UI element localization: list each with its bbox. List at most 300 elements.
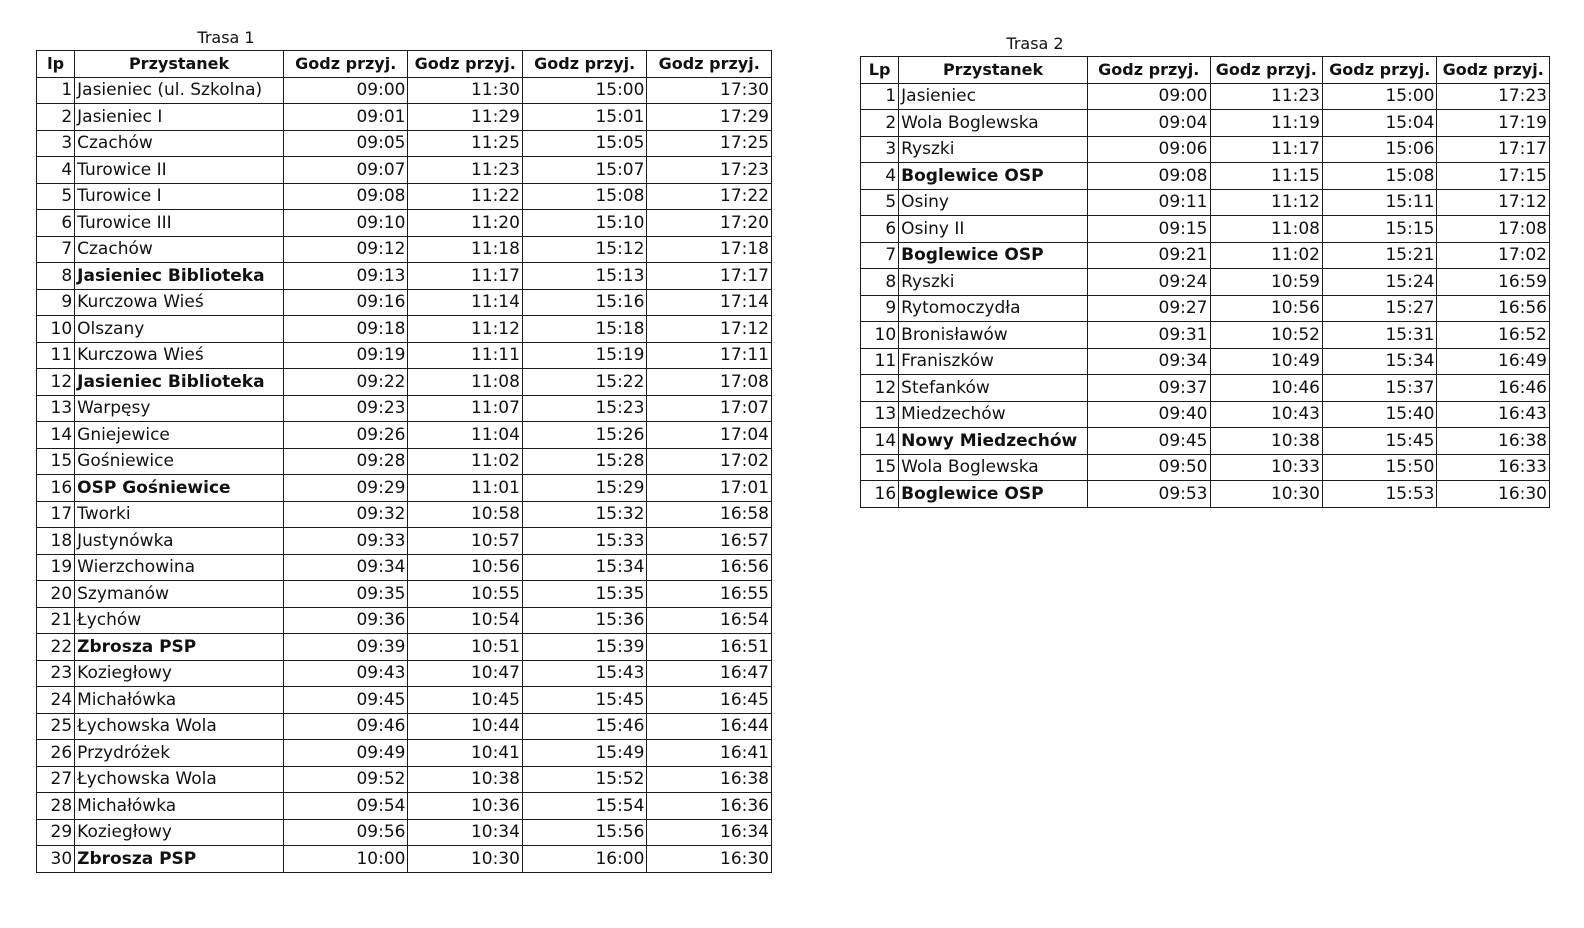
arrival-time: 11:20 — [408, 210, 522, 237]
stop-number: 25 — [37, 713, 75, 740]
arrival-time: 10:58 — [408, 501, 522, 528]
arrival-time: 16:51 — [647, 634, 772, 661]
arrival-time: 16:56 — [647, 554, 772, 581]
table-row — [37, 422, 772, 449]
stop-name: Rytomoczydła — [899, 295, 1088, 322]
arrival-time: 16:33 — [1437, 454, 1550, 481]
arrival-time: 10:30 — [408, 846, 522, 873]
arrival-time: 16:43 — [1437, 401, 1550, 428]
arrival-time: 15:50 — [1322, 454, 1436, 481]
stop-name: Przydróżek — [75, 740, 284, 767]
arrival-time: 09:00 — [283, 77, 408, 104]
arrival-time: 17:22 — [647, 183, 772, 210]
stop-name: Kurczowa Wieś — [75, 289, 284, 316]
arrival-time: 15:43 — [522, 660, 647, 687]
arrival-time: 09:54 — [283, 793, 408, 820]
col-header-stop: Przystanek — [899, 57, 1088, 84]
arrival-time: 17:12 — [1437, 189, 1550, 216]
arrival-time: 16:47 — [647, 660, 772, 687]
table-row — [37, 289, 772, 316]
arrival-time: 15:27 — [1322, 295, 1436, 322]
stop-number: 13 — [37, 395, 75, 422]
arrival-time: 15:12 — [522, 236, 647, 263]
arrival-time: 16:49 — [1437, 348, 1550, 375]
arrival-time: 15:35 — [522, 581, 647, 608]
stop-number: 3 — [37, 130, 75, 157]
arrival-time: 16:30 — [647, 846, 772, 873]
table-row — [861, 189, 1550, 216]
stop-number: 11 — [37, 342, 75, 369]
arrival-time: 11:23 — [1210, 83, 1322, 110]
stop-name: Warpęsy — [75, 395, 284, 422]
arrival-time: 10:59 — [1210, 269, 1322, 296]
arrival-time: 09:24 — [1087, 269, 1210, 296]
arrival-time: 11:17 — [1210, 136, 1322, 163]
arrival-time: 09:35 — [283, 581, 408, 608]
arrival-time: 15:04 — [1322, 110, 1436, 137]
col-header-time-2: Godz przyj. — [408, 51, 522, 78]
stop-number: 29 — [37, 819, 75, 846]
stop-name: Olszany — [75, 316, 284, 343]
route-rows — [37, 77, 772, 872]
arrival-time: 09:53 — [1087, 481, 1210, 508]
arrival-time: 11:02 — [408, 448, 522, 475]
arrival-time: 09:06 — [1087, 136, 1210, 163]
table-row — [37, 687, 772, 714]
arrival-time: 11:12 — [1210, 189, 1322, 216]
stop-name: Łychów — [75, 607, 284, 634]
col-header-time-4: Godz przyj. — [647, 51, 772, 78]
table-row — [37, 77, 772, 104]
arrival-time: 10:38 — [1210, 428, 1322, 455]
stop-number: 8 — [37, 263, 75, 290]
stop-name: Ryszki — [899, 136, 1088, 163]
stop-name: Michałówka — [75, 687, 284, 714]
arrival-time: 11:30 — [408, 77, 522, 104]
stop-name: Stefanków — [899, 375, 1088, 402]
stop-number: 8 — [861, 269, 899, 296]
arrival-time: 09:00 — [1087, 83, 1210, 110]
arrival-time: 09:49 — [283, 740, 408, 767]
stop-name: Jasieniec Biblioteka — [75, 369, 284, 396]
route-rows — [861, 83, 1550, 507]
arrival-time: 16:44 — [647, 713, 772, 740]
table-row — [861, 216, 1550, 243]
route-title: Trasa 1 — [197, 28, 255, 47]
arrival-time: 09:01 — [283, 104, 408, 131]
table-row — [37, 846, 772, 873]
arrival-time: 15:36 — [522, 607, 647, 634]
arrival-time: 17:17 — [647, 263, 772, 290]
arrival-time: 11:29 — [408, 104, 522, 131]
stop-number: 4 — [37, 157, 75, 184]
table-row — [37, 130, 772, 157]
arrival-time: 15:01 — [522, 104, 647, 131]
table-row — [861, 110, 1550, 137]
arrival-time: 15:21 — [1322, 242, 1436, 269]
arrival-time: 09:19 — [283, 342, 408, 369]
arrival-time: 17:23 — [1437, 83, 1550, 110]
table-row — [37, 342, 772, 369]
arrival-time: 15:19 — [522, 342, 647, 369]
stop-name: Wola Boglewska — [899, 110, 1088, 137]
stop-name: Turowice II — [75, 157, 284, 184]
arrival-time: 15:13 — [522, 263, 647, 290]
table-row — [37, 607, 772, 634]
arrival-time: 10:45 — [408, 687, 522, 714]
arrival-time: 17:17 — [1437, 136, 1550, 163]
arrival-time: 10:33 — [1210, 454, 1322, 481]
header-row — [37, 51, 772, 78]
table-row — [37, 819, 772, 846]
arrival-time: 15:22 — [522, 369, 647, 396]
arrival-time: 15:07 — [522, 157, 647, 184]
stop-number: 22 — [37, 634, 75, 661]
arrival-time: 15:54 — [522, 793, 647, 820]
arrival-time: 11:17 — [408, 263, 522, 290]
stop-name: Zbrosza PSP — [75, 846, 284, 873]
arrival-time: 09:40 — [1087, 401, 1210, 428]
arrival-time: 11:19 — [1210, 110, 1322, 137]
table-row — [861, 322, 1550, 349]
arrival-time: 15:26 — [522, 422, 647, 449]
table-row — [861, 348, 1550, 375]
stop-name: Koziegłowy — [75, 819, 284, 846]
col-header-stop: Przystanek — [75, 51, 284, 78]
stop-name: Wierzchowina — [75, 554, 284, 581]
table-row — [861, 375, 1550, 402]
arrival-time: 17:30 — [647, 77, 772, 104]
arrival-time: 15:40 — [1322, 401, 1436, 428]
arrival-time: 15:23 — [522, 395, 647, 422]
stop-number: 14 — [861, 428, 899, 455]
route-table — [36, 50, 772, 873]
table-row — [37, 448, 772, 475]
arrival-time: 09:36 — [283, 607, 408, 634]
stop-number: 18 — [37, 528, 75, 555]
stop-name: Osiny — [899, 189, 1088, 216]
arrival-time: 09:22 — [283, 369, 408, 396]
stop-name: Koziegłowy — [75, 660, 284, 687]
stop-number: 2 — [37, 104, 75, 131]
arrival-time: 16:00 — [522, 846, 647, 873]
arrival-time: 10:47 — [408, 660, 522, 687]
stop-number: 9 — [37, 289, 75, 316]
arrival-time: 16:30 — [1437, 481, 1550, 508]
arrival-time: 09:23 — [283, 395, 408, 422]
arrival-time: 15:00 — [522, 77, 647, 104]
arrival-time: 17:11 — [647, 342, 772, 369]
arrival-time: 09:10 — [283, 210, 408, 237]
arrival-time: 11:04 — [408, 422, 522, 449]
stop-number: 7 — [861, 242, 899, 269]
arrival-time: 10:55 — [408, 581, 522, 608]
stop-number: 26 — [37, 740, 75, 767]
stop-number: 21 — [37, 607, 75, 634]
stop-number: 5 — [37, 183, 75, 210]
arrival-time: 11:07 — [408, 395, 522, 422]
table-row — [37, 793, 772, 820]
arrival-time: 16:56 — [1437, 295, 1550, 322]
stop-number: 2 — [861, 110, 899, 137]
arrival-time: 17:12 — [647, 316, 772, 343]
stop-name: Justynówka — [75, 528, 284, 555]
arrival-time: 11:12 — [408, 316, 522, 343]
stop-name: Szymanów — [75, 581, 284, 608]
arrival-time: 16:55 — [647, 581, 772, 608]
table-row — [861, 269, 1550, 296]
arrival-time: 15:15 — [1322, 216, 1436, 243]
arrival-time: 17:08 — [647, 369, 772, 396]
table-row — [37, 263, 772, 290]
table-row — [861, 136, 1550, 163]
arrival-time: 15:29 — [522, 475, 647, 502]
table-row — [861, 454, 1550, 481]
arrival-time: 09:52 — [283, 766, 408, 793]
stop-number: 24 — [37, 687, 75, 714]
route-table — [860, 56, 1550, 508]
arrival-time: 15:49 — [522, 740, 647, 767]
stop-number: 11 — [861, 348, 899, 375]
table-row — [37, 713, 772, 740]
stop-number: 3 — [861, 136, 899, 163]
arrival-time: 15:52 — [522, 766, 647, 793]
col-header-lp: Lp — [861, 57, 899, 84]
arrival-time: 11:15 — [1210, 163, 1322, 190]
table-row — [861, 163, 1550, 190]
arrival-time: 09:45 — [1087, 428, 1210, 455]
arrival-time: 17:20 — [647, 210, 772, 237]
stop-number: 28 — [37, 793, 75, 820]
arrival-time: 15:45 — [522, 687, 647, 714]
arrival-time: 17:23 — [647, 157, 772, 184]
stop-name: Ryszki — [899, 269, 1088, 296]
arrival-time: 09:05 — [283, 130, 408, 157]
stop-number: 10 — [861, 322, 899, 349]
arrival-time: 16:38 — [1437, 428, 1550, 455]
arrival-time: 09:11 — [1087, 189, 1210, 216]
arrival-time: 09:27 — [1087, 295, 1210, 322]
stop-number: 10 — [37, 316, 75, 343]
arrival-time: 09:37 — [1087, 375, 1210, 402]
arrival-time: 15:18 — [522, 316, 647, 343]
arrival-time: 09:16 — [283, 289, 408, 316]
route-title: Trasa 2 — [1006, 34, 1064, 53]
stop-number: 15 — [37, 448, 75, 475]
stop-number: 19 — [37, 554, 75, 581]
arrival-time: 17:25 — [647, 130, 772, 157]
arrival-time: 10:56 — [1210, 295, 1322, 322]
stop-name: Gniejewice — [75, 422, 284, 449]
arrival-time: 16:38 — [647, 766, 772, 793]
stop-number: 9 — [861, 295, 899, 322]
table-row — [37, 104, 772, 131]
arrival-time: 15:37 — [1322, 375, 1436, 402]
stop-name: Jasieniec Biblioteka — [75, 263, 284, 290]
arrival-time: 15:08 — [522, 183, 647, 210]
table-row — [37, 236, 772, 263]
stop-number: 30 — [37, 846, 75, 873]
stop-name: Jasieniec I — [75, 104, 284, 131]
arrival-time: 09:08 — [283, 183, 408, 210]
arrival-time: 09:29 — [283, 475, 408, 502]
arrival-time: 15:34 — [1322, 348, 1436, 375]
table-row — [861, 242, 1550, 269]
header-row — [861, 57, 1550, 84]
arrival-time: 11:11 — [408, 342, 522, 369]
table-row — [37, 528, 772, 555]
table-row — [37, 501, 772, 528]
arrival-time: 17:29 — [647, 104, 772, 131]
arrival-time: 16:58 — [647, 501, 772, 528]
stop-number: 6 — [37, 210, 75, 237]
arrival-time: 09:39 — [283, 634, 408, 661]
stop-name: Łychowska Wola — [75, 766, 284, 793]
stop-name: Turowice I — [75, 183, 284, 210]
arrival-time: 17:01 — [647, 475, 772, 502]
col-header-time-1: Godz przyj. — [283, 51, 408, 78]
arrival-time: 10:44 — [408, 713, 522, 740]
arrival-time: 10:38 — [408, 766, 522, 793]
col-header-time-3: Godz przyj. — [522, 51, 647, 78]
stop-name: Boglewice OSP — [899, 242, 1088, 269]
table-row — [37, 157, 772, 184]
arrival-time: 17:02 — [1437, 242, 1550, 269]
table-row — [37, 581, 772, 608]
arrival-time: 15:06 — [1322, 136, 1436, 163]
arrival-time: 10:43 — [1210, 401, 1322, 428]
table-row — [37, 554, 772, 581]
arrival-time: 11:02 — [1210, 242, 1322, 269]
arrival-time: 15:00 — [1322, 83, 1436, 110]
stop-number: 23 — [37, 660, 75, 687]
arrival-time: 17:14 — [647, 289, 772, 316]
arrival-time: 17:19 — [1437, 110, 1550, 137]
stop-number: 14 — [37, 422, 75, 449]
arrival-time: 10:52 — [1210, 322, 1322, 349]
arrival-time: 09:07 — [283, 157, 408, 184]
arrival-time: 17:18 — [647, 236, 772, 263]
arrival-time: 09:34 — [1087, 348, 1210, 375]
arrival-time: 16:41 — [647, 740, 772, 767]
stop-name: Miedzechów — [899, 401, 1088, 428]
arrival-time: 15:32 — [522, 501, 647, 528]
arrival-time: 09:12 — [283, 236, 408, 263]
table-row — [37, 210, 772, 237]
stop-number: 17 — [37, 501, 75, 528]
arrival-time: 10:57 — [408, 528, 522, 555]
arrival-time: 15:16 — [522, 289, 647, 316]
stop-name: Nowy Miedzechów — [899, 428, 1088, 455]
arrival-time: 11:08 — [408, 369, 522, 396]
table-row — [37, 395, 772, 422]
stop-number: 7 — [37, 236, 75, 263]
arrival-time: 15:34 — [522, 554, 647, 581]
stop-number: 12 — [37, 369, 75, 396]
arrival-time: 09:33 — [283, 528, 408, 555]
stop-name: Turowice III — [75, 210, 284, 237]
stop-name: Kurczowa Wieś — [75, 342, 284, 369]
stop-name: Boglewice OSP — [899, 163, 1088, 190]
route-2-timetable — [860, 32, 1550, 508]
arrival-time: 16:57 — [647, 528, 772, 555]
arrival-time: 16:59 — [1437, 269, 1550, 296]
arrival-time: 09:15 — [1087, 216, 1210, 243]
arrival-time: 09:13 — [283, 263, 408, 290]
arrival-time: 16:45 — [647, 687, 772, 714]
arrival-time: 17:08 — [1437, 216, 1550, 243]
arrival-time: 10:00 — [283, 846, 408, 873]
table-row — [37, 740, 772, 767]
stop-name: Boglewice OSP — [899, 481, 1088, 508]
arrival-time: 09:34 — [283, 554, 408, 581]
stop-name: Wola Boglewska — [899, 454, 1088, 481]
table-row — [861, 401, 1550, 428]
table-row — [37, 660, 772, 687]
arrival-time: 10:34 — [408, 819, 522, 846]
arrival-time: 10:46 — [1210, 375, 1322, 402]
arrival-time: 15:11 — [1322, 189, 1436, 216]
arrival-time: 15:56 — [522, 819, 647, 846]
col-header-time-1: Godz przyj. — [1087, 57, 1210, 84]
table-row — [37, 183, 772, 210]
arrival-time: 09:08 — [1087, 163, 1210, 190]
arrival-time: 16:54 — [647, 607, 772, 634]
arrival-time: 10:49 — [1210, 348, 1322, 375]
arrival-time: 15:28 — [522, 448, 647, 475]
col-header-time-4: Godz przyj. — [1437, 57, 1550, 84]
col-header-lp: lp — [37, 51, 75, 78]
table-row — [37, 634, 772, 661]
table-row — [861, 428, 1550, 455]
table-row — [861, 83, 1550, 110]
arrival-time: 15:05 — [522, 130, 647, 157]
stop-number: 27 — [37, 766, 75, 793]
arrival-time: 09:50 — [1087, 454, 1210, 481]
arrival-time: 15:45 — [1322, 428, 1436, 455]
arrival-time: 10:54 — [408, 607, 522, 634]
stop-number: 5 — [861, 189, 899, 216]
arrival-time: 10:51 — [408, 634, 522, 661]
arrival-time: 11:23 — [408, 157, 522, 184]
arrival-time: 09:21 — [1087, 242, 1210, 269]
stop-name: Czachów — [75, 130, 284, 157]
arrival-time: 11:08 — [1210, 216, 1322, 243]
arrival-time: 10:30 — [1210, 481, 1322, 508]
arrival-time: 17:07 — [647, 395, 772, 422]
arrival-time: 15:46 — [522, 713, 647, 740]
arrival-time: 09:31 — [1087, 322, 1210, 349]
table-row — [861, 481, 1550, 508]
arrival-time: 11:18 — [408, 236, 522, 263]
arrival-time: 11:22 — [408, 183, 522, 210]
table-row — [37, 766, 772, 793]
arrival-time: 10:36 — [408, 793, 522, 820]
arrival-time: 09:56 — [283, 819, 408, 846]
arrival-time: 17:04 — [647, 422, 772, 449]
table-row — [37, 475, 772, 502]
arrival-time: 15:33 — [522, 528, 647, 555]
arrival-time: 16:34 — [647, 819, 772, 846]
stop-number: 20 — [37, 581, 75, 608]
arrival-time: 15:08 — [1322, 163, 1436, 190]
route-1-timetable — [36, 26, 776, 873]
arrival-time: 11:25 — [408, 130, 522, 157]
col-header-time-3: Godz przyj. — [1322, 57, 1436, 84]
stop-name: Łychowska Wola — [75, 713, 284, 740]
arrival-time: 09:43 — [283, 660, 408, 687]
arrival-time: 15:53 — [1322, 481, 1436, 508]
